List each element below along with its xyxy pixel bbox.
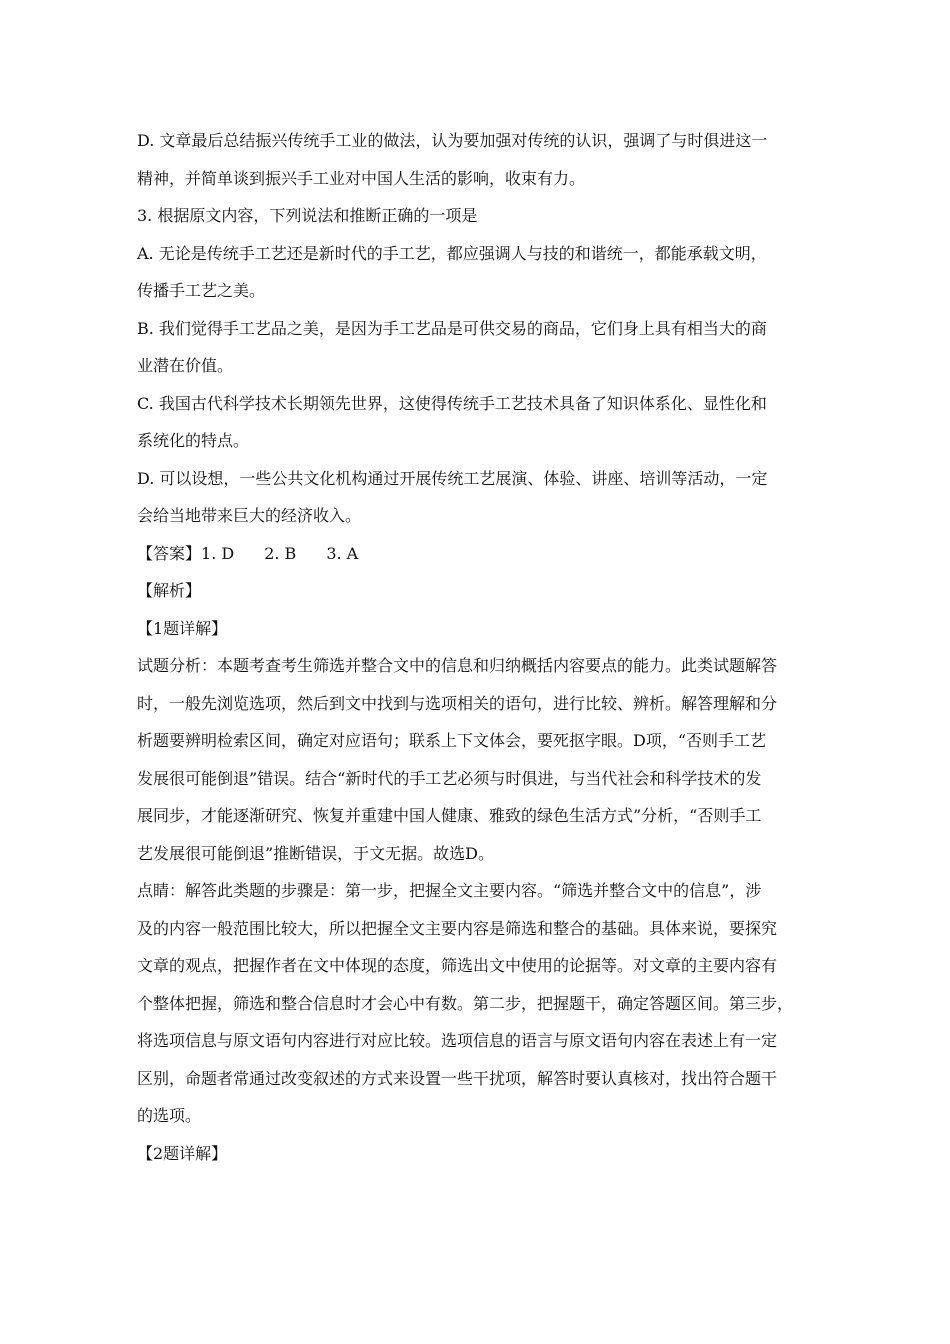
text-line: 精神，并简单谈到振兴手工业对中国人生活的影响，收束有力。 <box>137 168 586 188</box>
option-c: C. 我国古代科学技术长期领先世界，这使得传统手工艺技术具备了知识体系化、显性化和 <box>137 393 767 413</box>
answer-item: 3. A <box>326 543 359 563</box>
text-line: 业潜在价值。 <box>137 356 234 375</box>
text-line: 系统化的特点。 <box>137 431 250 450</box>
text-line: 会给当地带来巨大的经济收入。 <box>137 506 362 525</box>
q1-text-line: 时，一般先浏览选项，然后到文中找到与选项相关的语句，进行比较、辨析。解答理解和分 <box>137 693 778 713</box>
text-line: D. 文章最后总结振兴传统手工业的做法，认为要加强对传统的认识，强调了与时俱进这一 <box>137 131 768 150</box>
q1-text-line: 及的内容一般范围比较大，所以把握全文主要内容是筛选和整合的基础。具体来说，要探究 <box>137 918 778 938</box>
analysis-heading: 【解析】 <box>137 581 202 600</box>
q1-text-line: 点睛：解答此类题的步骤是：第一步，把握全文主要内容。“筛选并整合文中的信息”，涉 <box>137 881 762 900</box>
q1-text-line: 试题分析：本题考查考生筛选并整合文中的信息和归纳概括内容要点的能力。此类试题解答 <box>137 656 778 675</box>
q1-text-line: 发展很可能倒退”错误。结合“新时代的手工艺必须与时俱进，与当代社会和科学技术的发 <box>137 768 762 788</box>
q2-heading: 【2题详解】 <box>137 1143 228 1163</box>
answer-line <box>137 535 817 573</box>
q1-text-line: 展同步，才能逐渐研究、恢复并重建中国人健康、雅致的绿色生活方式”分析，“否则手工 <box>137 806 762 825</box>
answer-item: 1. D <box>201 543 235 563</box>
q1-heading: 【1题详解】 <box>137 618 228 638</box>
q1-text-line: 的选项。 <box>137 1106 202 1125</box>
text-line: 传播手工艺之美。 <box>137 281 266 300</box>
q1-text-line: 析题要辨明检索区间，确定对应语句；联系上下文体会，要死抠字眼。D项，“否则手工艺 <box>137 731 767 750</box>
option-b: B. 我们觉得手工艺品之美，是因为手工艺品是可供交易的商品，它们身上具有相当大的商 <box>137 318 767 338</box>
question-3-stem: 3. 根据原文内容，下列说法和推断正确的一项是 <box>137 206 478 225</box>
q1-text-line: 区别，命题者常通过改变叙述的方式来设置一些干扰项，解答时要认真核对，找出符合题干 <box>137 1068 778 1088</box>
answer-item: 2. B <box>264 543 297 563</box>
option-a: A. 无论是传统手工艺还是新时代的手工艺，都应强调人与技的和谐统一，都能承载文明， <box>137 243 767 263</box>
q1-text-line: 将选项信息与原文语句内容进行对应比较。选项信息的语言与原文语句内容在表述上有一定 <box>137 1031 778 1050</box>
q1-text-line: 文章的观点，把握作者在文中体现的态度，筛选出文中使用的论据等。对文章的主要内容有 <box>137 956 778 975</box>
document-body <box>137 122 817 1172</box>
option-d: D. 可以设想，一些公共文化机构通过开展传统工艺展演、体验、讲座、培训等活动，一定 <box>137 468 768 488</box>
q1-text-line: 个整体把握，筛选和整合信息时才会心中有数。第二步，把握题干，确定答题区间。第三步， <box>137 993 794 1013</box>
q1-text-line: 艺发展很可能倒退”推断错误，于文无据。故选D。 <box>137 843 495 863</box>
answer-label: 【答案】 <box>137 543 202 563</box>
